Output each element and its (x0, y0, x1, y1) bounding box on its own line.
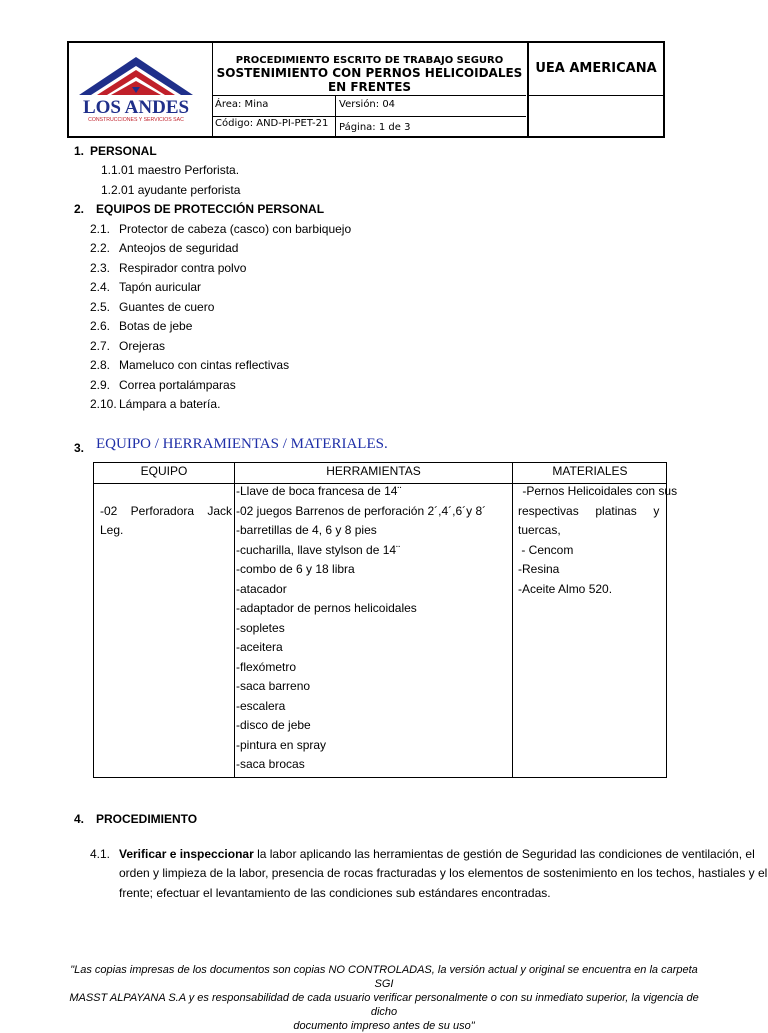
footer-line: "Las copias impresas de los documentos son copias NO CONTROLADAS, la versión actual y original se encuentra en la carpeta SGI (70, 964, 698, 990)
tool-item: -cucharilla, llave stylson de 14¨ (236, 543, 401, 557)
epp-item: Guantes de cuero (119, 300, 215, 314)
epp-item: Tapón auricular (119, 280, 202, 294)
epp-item: Correa portalámparas (119, 378, 236, 392)
material-item: -Pernos Helicoidales con sus (519, 484, 678, 498)
column-divider (512, 463, 513, 777)
tool-item: -disco de jebe (236, 718, 311, 732)
header-herramientas: HERRAMIENTAS (326, 464, 421, 478)
section3-title: EQUIPO / HERRAMIENTAS / MATERIALES. (96, 436, 388, 452)
epp-item-number: 2.7. (90, 339, 111, 353)
epp-item-number: 2.9. (90, 378, 111, 392)
tool-item: -barretillas de 4, 6 y 8 pies (236, 523, 377, 537)
epp-item: Mameluco con cintas reflectivas (119, 358, 290, 372)
footer-line: MASST ALPAYANA S.A y es responsabilidad de cada usuario verificar personalmente o con su inmediato superior, la vigencia de dicho (69, 992, 699, 1018)
material-item: -Resina (518, 562, 560, 576)
epp-item-number: 2.5. (90, 300, 111, 314)
equipo-line: -02 Perforadora Jack (100, 504, 233, 518)
tool-item: -Llave de boca francesa de 14¨ (236, 484, 402, 498)
los-andes-logo-icon (69, 43, 212, 136)
document-title: SOSTENIMIENTO CON PERNOS HELICOIDALES EN FRENTES (216, 66, 523, 94)
tool-item: -adaptador de pernos helicoidales (236, 601, 417, 615)
section4-title: PROCEDIMIENTO (96, 812, 198, 826)
tool-item: -02 juegos Barrenos de perforación 2´,4´,6´y 8´ (236, 504, 487, 518)
header-equipo: EQUIPO (140, 464, 188, 478)
step-line: frente; efectuar el levantamiento de las condiciones sub estándares encontradas. (119, 886, 551, 900)
tool-item: -escalera (236, 699, 286, 713)
tool-item: -atacador (236, 582, 287, 596)
step-bold-text: Verificar e inspeccionar (119, 847, 254, 861)
material-item: - Cencom (518, 543, 574, 557)
epp-item: Anteojos de seguridad (119, 241, 239, 255)
column-divider (234, 463, 235, 777)
header-row-area (213, 96, 526, 117)
section3-number: 3. (74, 441, 85, 455)
tool-item: -aceitera (236, 640, 283, 654)
header-company-area (527, 43, 663, 136)
section1-number: 1. (74, 144, 85, 158)
epp-item-number: 2.1. (90, 222, 111, 236)
step-text: la labor aplicando las herramientas de gestión de Seguridad las condiciones de ventilación, el (253, 847, 755, 861)
equipo-line: Leg. (100, 523, 124, 537)
epp-item: Orejeras (119, 339, 166, 353)
footer-line: documento impreso antes de su uso" (293, 1020, 475, 1032)
material-item: -Aceite Almo 520. (518, 582, 613, 596)
version-field: Versión: 04 (339, 99, 396, 110)
epp-item-number: 2.2. (90, 241, 111, 255)
header-row-code (213, 117, 526, 136)
material-item: respectivas platinas y (518, 504, 660, 518)
company-logo (69, 43, 213, 136)
step-line: orden y limpieza de la labor, presencia de rocas fracturadas y los elementos de sostenimiento en los techos, hastiales y el (119, 866, 768, 880)
svg-text:CONSTRUCCIONES Y SERVICIOS SAC: CONSTRUCCIONES Y SERVICIOS SAC (88, 117, 184, 123)
epp-item: Botas de jebe (119, 319, 193, 333)
tool-item: -flexómetro (236, 660, 297, 674)
document-header (67, 41, 665, 138)
epp-item-number: 2.10. (90, 397, 117, 411)
epp-item: Protector de cabeza (casco) con barbiquejo (119, 222, 352, 236)
personal-item: 1.2.01 ayudante perforista (101, 183, 241, 197)
equipment-table (93, 462, 678, 778)
section4-number: 4. (74, 812, 85, 826)
header-materiales: MATERIALES (552, 464, 628, 478)
epp-item: Lámpara a batería. (119, 397, 221, 411)
tool-item: -combo de 6 y 18 libra (236, 562, 355, 576)
step-number: 4.1. (90, 847, 111, 861)
section1-title: PERSONAL (90, 144, 157, 158)
document-title-box (213, 43, 526, 96)
area-field: Área: Mina (213, 96, 336, 116)
header-title-area (213, 43, 526, 136)
company-name: UEA AMERICANA (529, 43, 663, 96)
document-footer-disclaimer (60, 963, 708, 1033)
epp-item: Respirador contra polvo (119, 261, 247, 275)
section2-title: EQUIPOS DE PROTECCIÓN PERSONAL (96, 202, 325, 216)
step-line (119, 847, 755, 861)
tool-item: -sopletes (236, 621, 285, 635)
code-field: Código: AND-PI-PET-21 (213, 117, 336, 136)
epp-item-number: 2.4. (90, 280, 111, 294)
document-type: PROCEDIMIENTO ESCRITO DE TRABAJO SEGURO (235, 55, 504, 66)
epp-item-number: 2.3. (90, 261, 111, 275)
personal-item: 1.1.01 maestro Perforista. (101, 163, 240, 177)
tool-item: -saca barreno (236, 679, 311, 693)
tool-item: -saca brocas (236, 757, 305, 771)
material-item: tuercas, (518, 523, 561, 537)
epp-item-number: 2.8. (90, 358, 111, 372)
epp-item-number: 2.6. (90, 319, 111, 333)
svg-text:LOS ANDES: LOS ANDES (82, 97, 190, 118)
tool-item: -pintura en spray (236, 738, 327, 752)
section2-number: 2. (74, 202, 85, 216)
page-field: Página: 1 de 3 (339, 122, 411, 133)
